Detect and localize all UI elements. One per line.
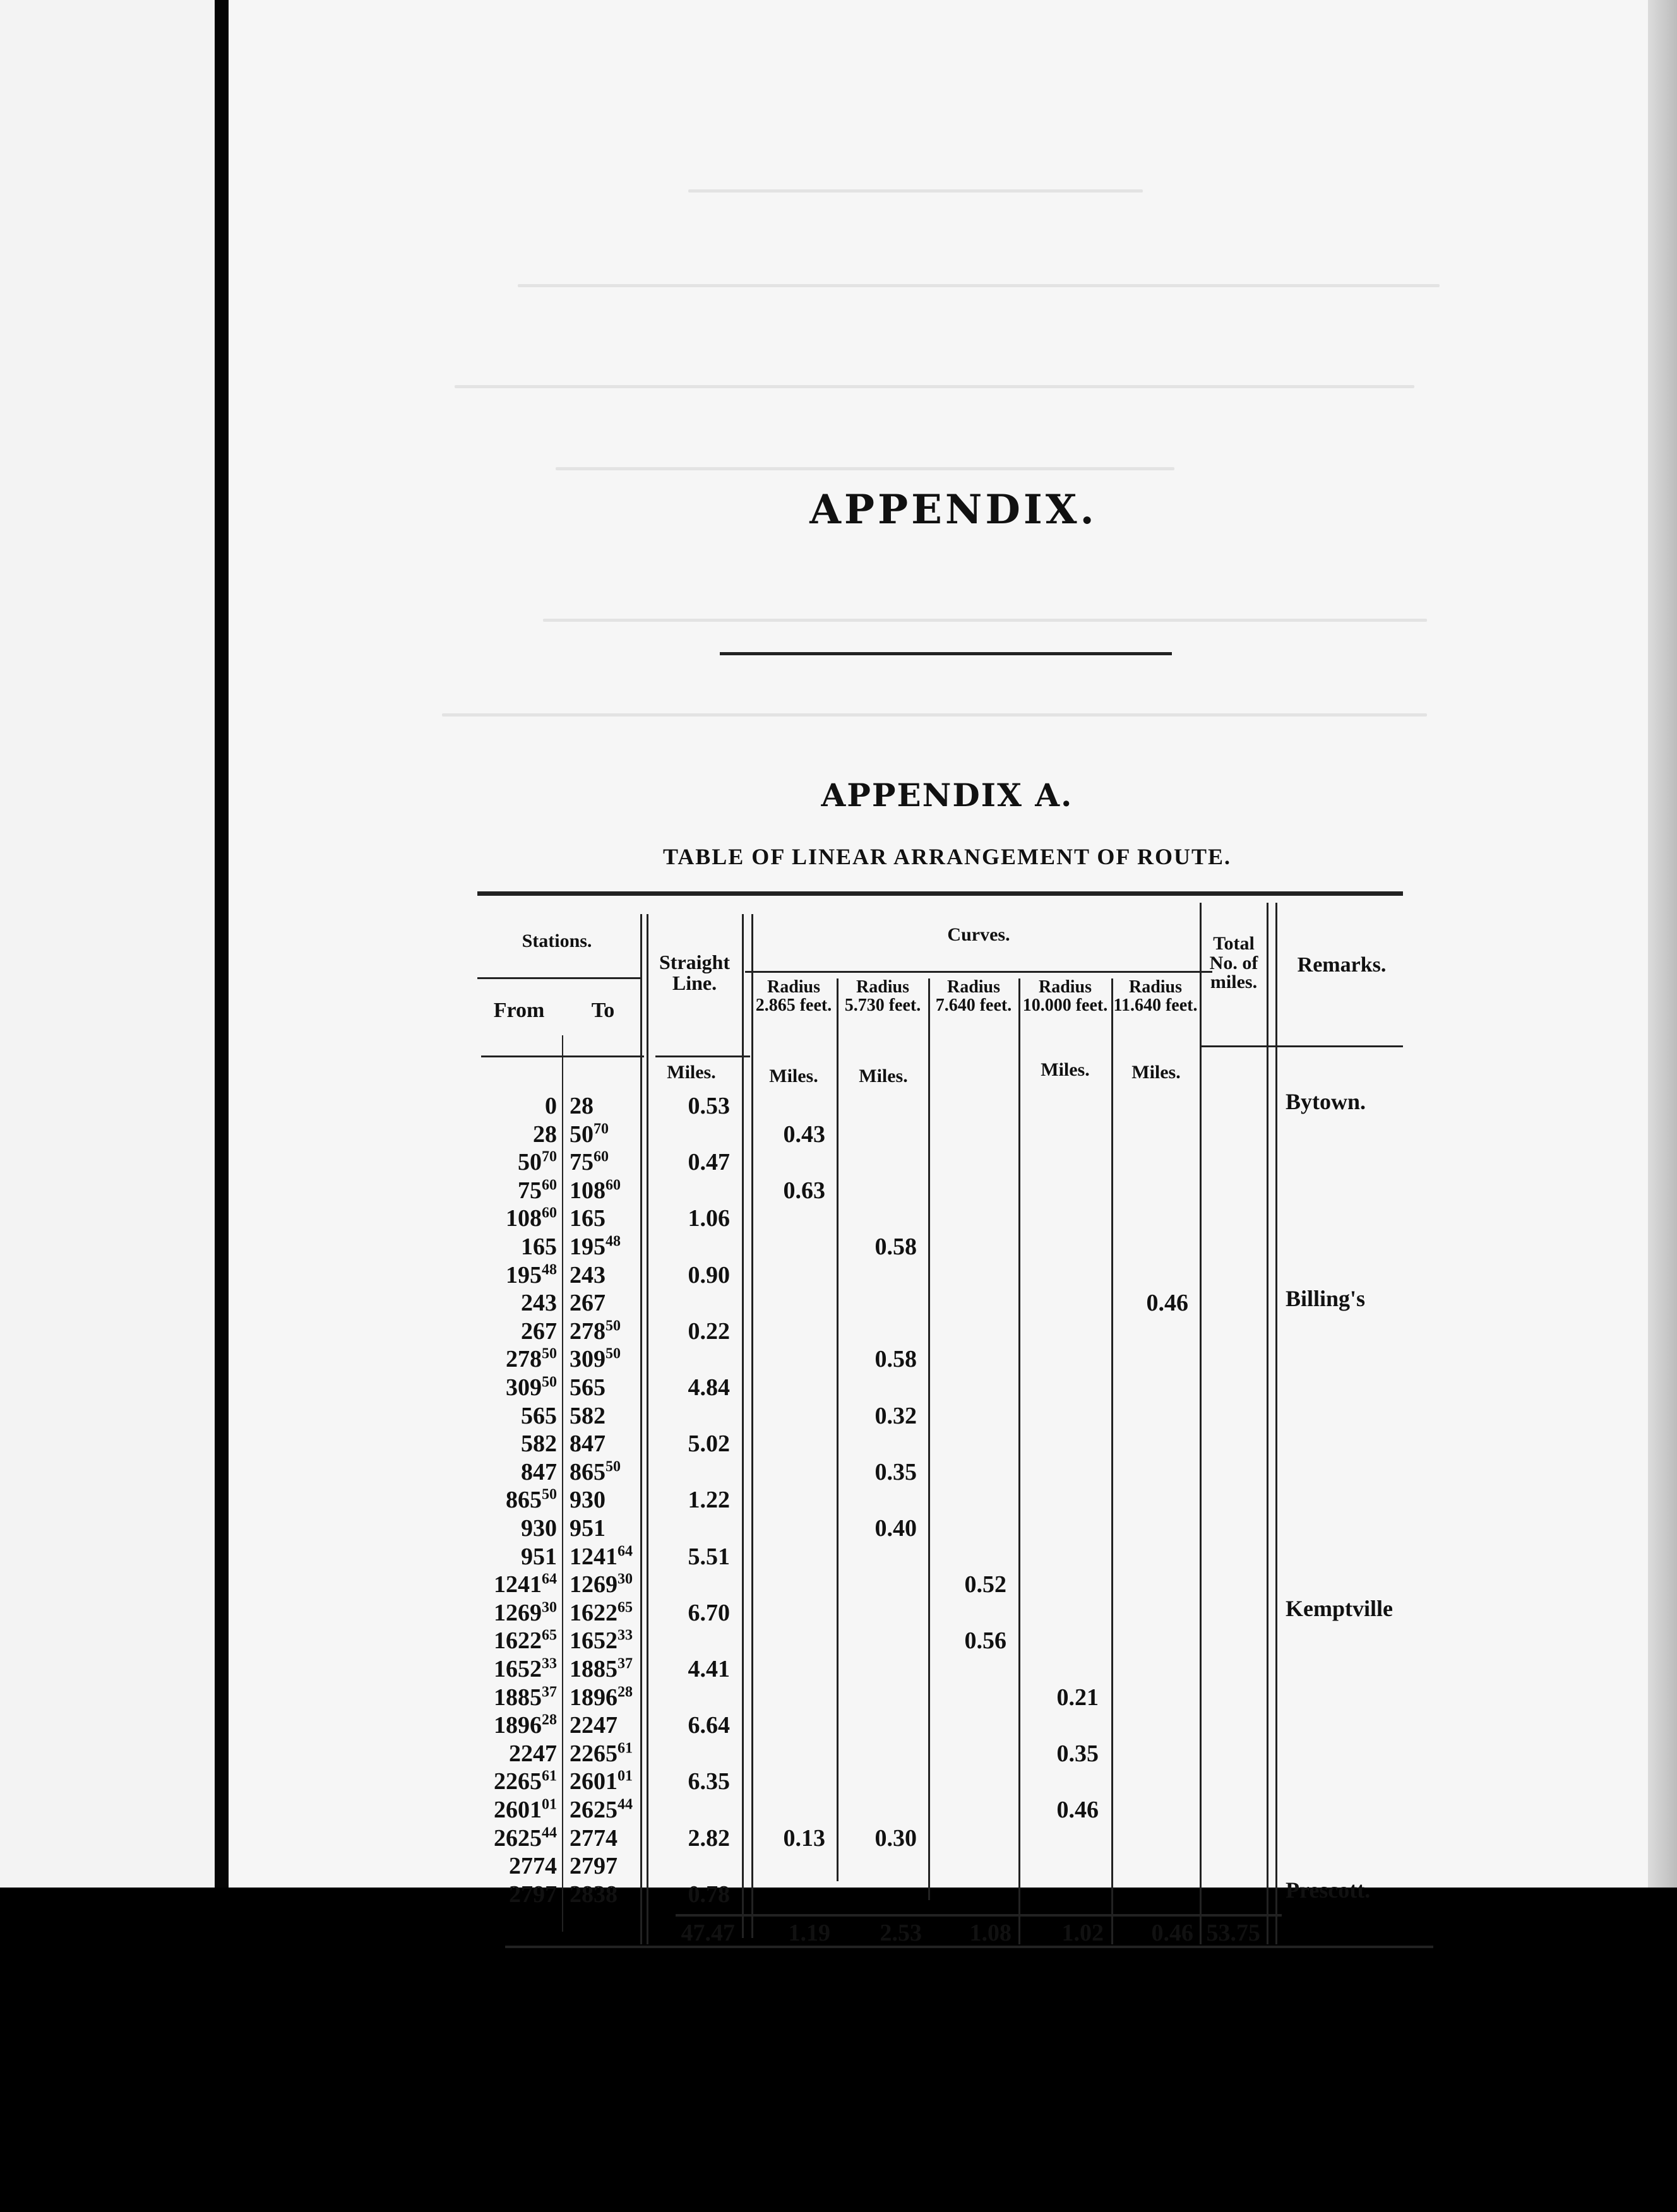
cell-straight: 2.82 — [688, 1825, 730, 1852]
station-from-sup: 70 — [542, 1148, 557, 1165]
cell-to — [570, 1261, 645, 1289]
cell-from — [486, 1655, 557, 1683]
station-from: 565 — [521, 1403, 557, 1429]
header-radius-11640: Radius 11.640 feet. — [1113, 977, 1198, 1015]
station-to-sup: 60 — [594, 1148, 609, 1165]
cell-from — [486, 1345, 557, 1373]
show-through-line — [442, 713, 1427, 717]
cell-from — [486, 1177, 557, 1204]
cell-to — [570, 1402, 645, 1430]
cell-from — [486, 1430, 557, 1458]
cell-to — [570, 1514, 645, 1542]
station-from: 951 — [521, 1543, 557, 1570]
total-total: 53.75 — [1206, 1920, 1260, 1946]
header-remarks: Remarks. — [1297, 953, 1387, 977]
table-top-rule — [477, 891, 1403, 896]
show-through-line — [518, 284, 1440, 287]
station-from: 278 — [506, 1346, 542, 1372]
column-rule — [1275, 903, 1277, 1944]
cell-from — [486, 1571, 557, 1598]
cell-straight: 1.06 — [688, 1205, 730, 1232]
station-to: 2625 — [570, 1797, 618, 1823]
cell-r5730: 0.40 — [874, 1515, 917, 1542]
cell-straight: 0.90 — [688, 1262, 730, 1288]
station-to-sup: 65 — [618, 1599, 633, 1616]
station-from: 930 — [521, 1515, 557, 1542]
station-from-sup: 28 — [542, 1711, 557, 1728]
station-to: 195 — [570, 1234, 606, 1260]
station-from: 847 — [521, 1459, 557, 1485]
cell-straight: 6.35 — [688, 1768, 730, 1795]
table-title: TABLE OF LINEAR ARRANGEMENT OF ROUTE. — [662, 844, 1232, 869]
unit-r10000: Miles. — [1041, 1059, 1090, 1080]
cell-from — [486, 1486, 557, 1514]
station-from-sup: 50 — [542, 1486, 557, 1503]
cell-to — [570, 1796, 645, 1824]
from-to-divider — [562, 1035, 563, 1932]
cell-from — [486, 1233, 557, 1261]
station-from-sup: 60 — [542, 1204, 557, 1222]
unit-r2865: Miles. — [769, 1066, 818, 1086]
cell-to — [570, 1852, 645, 1880]
cell-from — [486, 1684, 557, 1711]
cell-r5730: 0.58 — [874, 1346, 917, 1372]
station-to: 2601 — [570, 1768, 618, 1795]
cell-from — [486, 1317, 557, 1345]
station-from-sup: 61 — [542, 1768, 557, 1785]
cell-from — [486, 1852, 557, 1880]
cell-from — [486, 1796, 557, 1824]
cell-straight: 6.70 — [688, 1600, 730, 1626]
cell-to — [570, 1374, 645, 1401]
station-from: 267 — [521, 1318, 557, 1345]
station-from-sup: 33 — [542, 1655, 557, 1672]
station-to: 2247 — [570, 1712, 618, 1739]
column-rule — [1111, 978, 1113, 1944]
cell-r7640: 0.52 — [964, 1571, 1006, 1598]
station-to-sup: 61 — [618, 1740, 633, 1757]
total-r2865: 1.19 — [788, 1920, 830, 1946]
station-to-sup: 28 — [618, 1684, 633, 1701]
page-gutter — [215, 0, 229, 1888]
header-radius-5730: Radius 5.730 feet. — [844, 977, 921, 1015]
station-from: 108 — [506, 1205, 542, 1232]
station-to: 2838 — [570, 1881, 618, 1908]
cell-from — [486, 1768, 557, 1795]
cell-r10000: 0.21 — [1056, 1684, 1099, 1711]
cell-to — [570, 1289, 645, 1317]
station-to: 1241 — [570, 1543, 618, 1570]
station-from-sup: 64 — [542, 1571, 557, 1588]
cell-r2865: 0.13 — [783, 1825, 825, 1852]
cell-from — [486, 1824, 557, 1852]
station-to: 1885 — [570, 1656, 618, 1682]
cell-from — [486, 1374, 557, 1401]
cell-r11640: 0.46 — [1146, 1290, 1188, 1316]
station-from: 0 — [545, 1093, 557, 1119]
station-from: 2247 — [509, 1740, 557, 1767]
station-to-sup: 70 — [594, 1121, 609, 1138]
cell-from — [486, 1514, 557, 1542]
cell-to — [570, 1740, 645, 1768]
station-to: 582 — [570, 1403, 606, 1429]
cell-straight: 0.78 — [688, 1881, 730, 1908]
cell-to — [570, 1317, 645, 1345]
title-rule — [720, 652, 1172, 655]
station-from-sup: 65 — [542, 1627, 557, 1644]
cell-to — [570, 1486, 645, 1514]
page-edge — [1648, 0, 1677, 1888]
station-to: 930 — [570, 1487, 606, 1513]
cell-from — [486, 1148, 557, 1176]
cell-straight: 0.22 — [688, 1318, 730, 1345]
cell-to — [570, 1655, 645, 1683]
cell-straight: 1.22 — [688, 1487, 730, 1513]
station-to: 165 — [570, 1205, 606, 1232]
total-r11640: 0.46 — [1151, 1920, 1193, 1946]
station-to: 243 — [570, 1262, 606, 1288]
cell-r5730: 0.30 — [874, 1825, 917, 1852]
cell-straight: 0.47 — [688, 1149, 730, 1175]
cell-to — [570, 1204, 645, 1232]
cell-to — [570, 1571, 645, 1598]
cell-to — [570, 1233, 645, 1261]
cell-to — [570, 1599, 645, 1627]
station-from: 50 — [518, 1149, 542, 1175]
cell-r10000: 0.35 — [1056, 1740, 1099, 1767]
column-rule — [928, 978, 930, 1900]
station-from: 1241 — [494, 1571, 542, 1598]
header-to: To — [591, 999, 615, 1022]
station-to-sup: 50 — [606, 1458, 621, 1475]
cell-from — [486, 1092, 557, 1120]
station-to-sup: 50 — [606, 1345, 621, 1362]
header-bottom-rule — [1200, 1045, 1403, 1047]
cell-straight: 0.53 — [688, 1093, 730, 1119]
station-to-sup: 64 — [618, 1543, 633, 1560]
station-from: 582 — [521, 1430, 557, 1457]
header-total: Total No. of miles. — [1209, 933, 1258, 993]
header-curves: Curves. — [947, 924, 1010, 945]
station-from: 28 — [533, 1121, 557, 1148]
cell-to — [570, 1684, 645, 1711]
station-from: 1652 — [494, 1656, 542, 1682]
station-to: 565 — [570, 1374, 606, 1401]
station-to: 267 — [570, 1290, 606, 1316]
station-to: 1896 — [570, 1684, 618, 1711]
column-rule — [837, 978, 838, 1881]
station-from-sup: 48 — [542, 1261, 557, 1278]
cell-remark: Bytown. — [1286, 1089, 1366, 1114]
show-through-line — [543, 619, 1427, 622]
cell-to — [570, 1881, 645, 1908]
sum-rule — [676, 1914, 1282, 1917]
station-to: 865 — [570, 1459, 606, 1485]
station-from: 75 — [518, 1177, 542, 1204]
station-to-sup: 44 — [618, 1796, 633, 1813]
station-to: 1652 — [570, 1627, 618, 1654]
station-to-sup: 37 — [618, 1655, 633, 1672]
column-rule — [1200, 903, 1202, 1944]
station-from: 1885 — [494, 1684, 542, 1711]
cell-from — [486, 1121, 557, 1148]
cell-to — [570, 1458, 645, 1486]
cell-r7640: 0.56 — [964, 1627, 1006, 1654]
station-to: 951 — [570, 1515, 606, 1542]
station-to: 847 — [570, 1430, 606, 1457]
cell-r2865: 0.43 — [783, 1121, 825, 1148]
appendix-a-title: APPENDIX A. — [821, 776, 1073, 814]
total-straight: 47.47 — [681, 1920, 735, 1946]
station-to: 2265 — [570, 1740, 618, 1767]
header-radius-10000: Radius 10.000 feet. — [1022, 977, 1108, 1015]
station-from-sup: 44 — [542, 1824, 557, 1841]
cell-to — [570, 1711, 645, 1739]
cell-to — [570, 1121, 645, 1148]
station-to: 75 — [570, 1149, 594, 1175]
station-to-sup: 48 — [606, 1233, 621, 1250]
header-straight-line: Straight Line. — [659, 951, 730, 994]
cell-remark: Billing's — [1286, 1286, 1366, 1311]
cell-from — [486, 1402, 557, 1430]
cell-r5730: 0.32 — [874, 1403, 917, 1429]
station-from-sup: 50 — [542, 1374, 557, 1391]
station-from-sup: 50 — [542, 1345, 557, 1362]
station-from: 2797 — [509, 1881, 557, 1908]
station-from: 2774 — [509, 1853, 557, 1879]
unit-r5730: Miles. — [859, 1066, 908, 1086]
column-rule — [742, 914, 744, 1938]
station-to: 1269 — [570, 1571, 618, 1598]
appendix-title: APPENDIX. — [809, 486, 1097, 533]
cell-to — [570, 1768, 645, 1795]
station-from: 1622 — [494, 1627, 542, 1654]
cell-straight: 4.41 — [688, 1656, 730, 1682]
station-to: 108 — [570, 1177, 606, 1204]
cell-straight: 5.02 — [688, 1430, 730, 1457]
left-page-margin — [0, 0, 215, 1888]
header-bottom-rule — [655, 1055, 750, 1057]
station-from: 195 — [506, 1262, 542, 1288]
header-stations: Stations. — [522, 931, 592, 951]
cell-to — [570, 1627, 645, 1655]
cell-from — [486, 1740, 557, 1768]
show-through-line — [688, 189, 1143, 193]
cell-from — [486, 1627, 557, 1655]
cell-straight: 4.84 — [688, 1374, 730, 1401]
station-to: 2774 — [570, 1825, 618, 1852]
cell-remark: Kemptville — [1286, 1596, 1393, 1621]
cell-straight: 6.64 — [688, 1712, 730, 1739]
station-from: 2601 — [494, 1797, 542, 1823]
station-to-sup: 60 — [606, 1177, 621, 1194]
cell-r5730: 0.35 — [874, 1459, 917, 1485]
cell-from — [486, 1881, 557, 1908]
unit-r11640: Miles. — [1131, 1062, 1181, 1083]
station-from-sup: 01 — [542, 1796, 557, 1813]
cell-r10000: 0.46 — [1056, 1797, 1099, 1823]
total-r5730: 2.53 — [880, 1920, 922, 1946]
station-to: 2797 — [570, 1853, 618, 1879]
station-to: 309 — [570, 1346, 606, 1372]
show-through-line — [455, 385, 1414, 388]
station-from: 2625 — [494, 1825, 542, 1852]
header-radius-2865: Radius 2.865 feet. — [755, 977, 832, 1015]
station-to: 50 — [570, 1121, 594, 1148]
show-through-line — [556, 467, 1174, 470]
station-from: 165 — [521, 1234, 557, 1260]
station-from-sup: 30 — [542, 1599, 557, 1616]
cell-to — [570, 1543, 645, 1571]
header-radius-7640: Radius 7.640 feet. — [935, 977, 1012, 1015]
cell-from — [486, 1289, 557, 1317]
cell-from — [486, 1599, 557, 1627]
station-to: 1622 — [570, 1600, 618, 1626]
stations-rule — [477, 977, 642, 979]
station-from: 309 — [506, 1374, 542, 1401]
cell-to — [570, 1148, 645, 1176]
total-r7640: 1.08 — [969, 1920, 1012, 1946]
cell-from — [486, 1543, 557, 1571]
station-to-sup: 30 — [618, 1571, 633, 1588]
header-from: From — [493, 999, 545, 1022]
station-from-sup: 37 — [542, 1684, 557, 1701]
curves-rule — [745, 971, 1212, 973]
cell-to — [570, 1430, 645, 1458]
station-from-sup: 60 — [542, 1177, 557, 1194]
cell-from — [486, 1261, 557, 1289]
cell-to — [570, 1345, 645, 1373]
cell-remark: Prescott. — [1286, 1877, 1371, 1903]
station-from: 243 — [521, 1290, 557, 1316]
station-to: 278 — [570, 1318, 606, 1345]
cell-r5730: 0.58 — [874, 1234, 917, 1260]
cell-to — [570, 1824, 645, 1852]
cell-straight: 5.51 — [688, 1543, 730, 1570]
station-from: 865 — [506, 1487, 542, 1513]
unit-straight: Miles. — [667, 1062, 716, 1083]
cell-from — [486, 1458, 557, 1486]
cell-to — [570, 1092, 645, 1120]
cell-from — [486, 1204, 557, 1232]
station-to: 28 — [570, 1093, 594, 1119]
cell-to — [570, 1177, 645, 1204]
station-to-sup: 01 — [618, 1768, 633, 1785]
station-from: 2265 — [494, 1768, 542, 1795]
total-r10000: 1.02 — [1061, 1920, 1104, 1946]
cell-r2865: 0.63 — [783, 1177, 825, 1204]
station-to-sup: 50 — [606, 1317, 621, 1335]
station-to-sup: 33 — [618, 1627, 633, 1644]
station-from: 1896 — [494, 1712, 542, 1739]
station-from: 1269 — [494, 1600, 542, 1626]
column-rule — [1267, 903, 1268, 1944]
cell-from — [486, 1711, 557, 1739]
